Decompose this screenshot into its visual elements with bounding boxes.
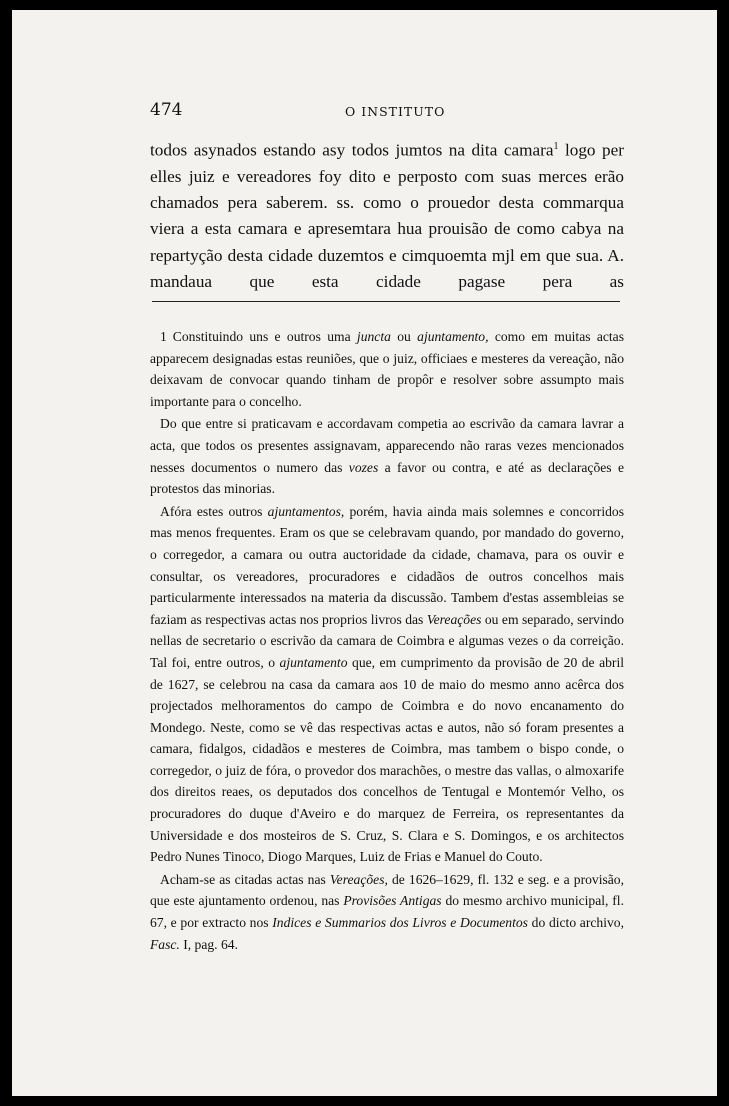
book-page [12, 10, 717, 1096]
main-text-start: todos asynados estando asy todos jumtos na dita camara [150, 140, 554, 160]
footnote-paragraph-2: Do que entre si praticavam e accordavam competia ao escrivão da camara lavrar a acta, que todos os presentes assignavam, apparecendo não raras vezes mencionados nesses documentos o numero das vozes a favor ou contra, e até as declarações e protestos das minorias. [150, 416, 624, 497]
main-paragraph [150, 134, 624, 295]
footnotes [150, 326, 624, 956]
page-number: 474 [150, 100, 183, 120]
footnote-paragraph-1: 1 Constituindo uns e outros uma juncta ou ajuntamento, como em muitas actas apparecem designadas estas reuniões, que o juiz, officiaes e mesteres da vereação, não deixavam de convocar quando tinham de propôr e resolver sobre assumpto mais importante para o concelho. [150, 329, 624, 409]
main-text-rest: logo per elles juiz e vereadores foy dito e perposto com suas merces erão chamados pera saberem. ss. como o prouedor desta commarqua viera a esta camara e apresemtara hua prouisão de como cabya na repartyção desta cidade duzemtos e cimquoemta mjl em que sua. A. mandaua que esta cidade pagase pera as [150, 140, 624, 291]
running-title: O INSTITUTO [345, 104, 446, 119]
footnote-reference: 1 [553, 141, 559, 152]
main-text [150, 134, 624, 295]
footnote-divider [152, 301, 620, 302]
footnote-paragraph-4: Acham-se as citadas actas nas Vereações, de 1626–1629, fl. 132 e seg. e a provisão, que este ajuntamento ordenou, nas Provisões Antigas do mesmo archivo municipal, fl. 67, e por extracto nos Indices e Summarios dos Livros e Documentos do dicto archivo, Fasc. I, pag. 64. [150, 871, 624, 952]
footnote-paragraph-3: Afóra estes outros ajuntamentos, porém, havia ainda mais solemnes e concorridos mas menos frequentes. Eram os que se celebravam quando, por mandado do governo, o corregedor, a camara ou outra auctoridade da cidade, chamava, para os ouvir e consultar, os vereadores, procuradores e cidadãos de outros concelhos mais particularmente interessados na materia da discussão. Tambem d'estas assembleias se faziam as respectivas actas nos proprios livros das Vereações ou em separado, servindo nellas de secretario o escrivão da camara de Coimbra e algumas vezes o da correição. Tal foi, entre outros, o ajuntamento que, em cumprimento da provisão de 20 de abril de 1627, se celebrou na casa da camara aos 10 de maio do mesmo anno acêrca dos projectados melhoramentos do campo de Coimbra e do novo encanamento do Mondego. Neste, como se vê das respectivas actas e autos, não só foram presentes a camara, fidalgos, cidadãos e mesteres de Coimbra, mas tambem o bispo conde, o corregedor, o juiz de fóra, o provedor dos marachões, o mestre das vallas, o almoxarife dos direitos reaes, os deputados dos concelhos de Tentugal e Montemór Velho, os procuradores do duque d'Aveiro e do marquez de Ferreira, os representantes da Universidade e dos mosteiros de S. Cruz, S. Clara e S. Domingos, e os architectos Pedro Nunes Tinoco, Diogo Marques, Luiz de Frias e Manuel do Couto. [150, 503, 624, 865]
footnote-number: 1 [160, 329, 167, 344]
